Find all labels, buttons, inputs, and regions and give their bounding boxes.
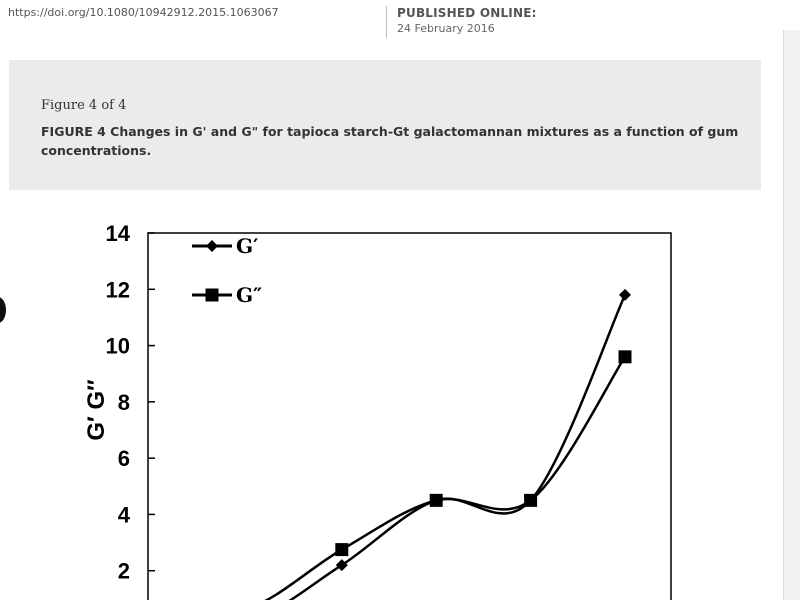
line-chart — [0, 195, 780, 600]
series-line-2 — [153, 357, 625, 600]
data-point-g-double-prime — [619, 350, 632, 363]
figure-number: Figure 4 of 4 — [41, 98, 127, 113]
y-tick-label: 14 — [105, 221, 130, 246]
data-point-g-prime — [619, 289, 631, 301]
published-label: PUBLISHED ONLINE: — [397, 6, 537, 20]
figure-caption-box — [9, 60, 761, 190]
legend-marker-square — [206, 289, 219, 302]
published-date: 24 February 2016 — [397, 22, 495, 35]
y-tick-label: 12 — [105, 277, 130, 303]
y-tick-label: 6 — [117, 446, 130, 472]
y-tick-label: 4 — [117, 502, 130, 528]
plot-frame — [148, 233, 671, 600]
data-point-g-double-prime — [430, 494, 443, 507]
legend-label-1: G′ — [236, 234, 259, 258]
legend-label-2: G″ — [236, 283, 263, 307]
legend-marker-diamond — [206, 240, 218, 252]
scrollbar-track[interactable] — [783, 30, 800, 600]
y-tick-label: 10 — [105, 333, 130, 359]
series-line-1 — [153, 295, 625, 600]
y-tick-label: 8 — [117, 389, 130, 415]
published-info — [386, 6, 537, 38]
data-point-g-double-prime — [524, 494, 537, 507]
data-point-g-double-prime — [335, 543, 348, 556]
y-tick-label: 2 — [117, 558, 130, 584]
figure-caption: FIGURE 4 Changes in G' and G" for tapioca starch-Gt galactomannan mixtures as a function of gum concentrations. — [41, 124, 739, 158]
chart-plot-group — [83, 221, 671, 600]
y-axis-label: G′ G″ — [83, 379, 110, 441]
doi-link[interactable]: https://doi.org/10.1080/10942912.2015.1063067 — [8, 6, 279, 19]
